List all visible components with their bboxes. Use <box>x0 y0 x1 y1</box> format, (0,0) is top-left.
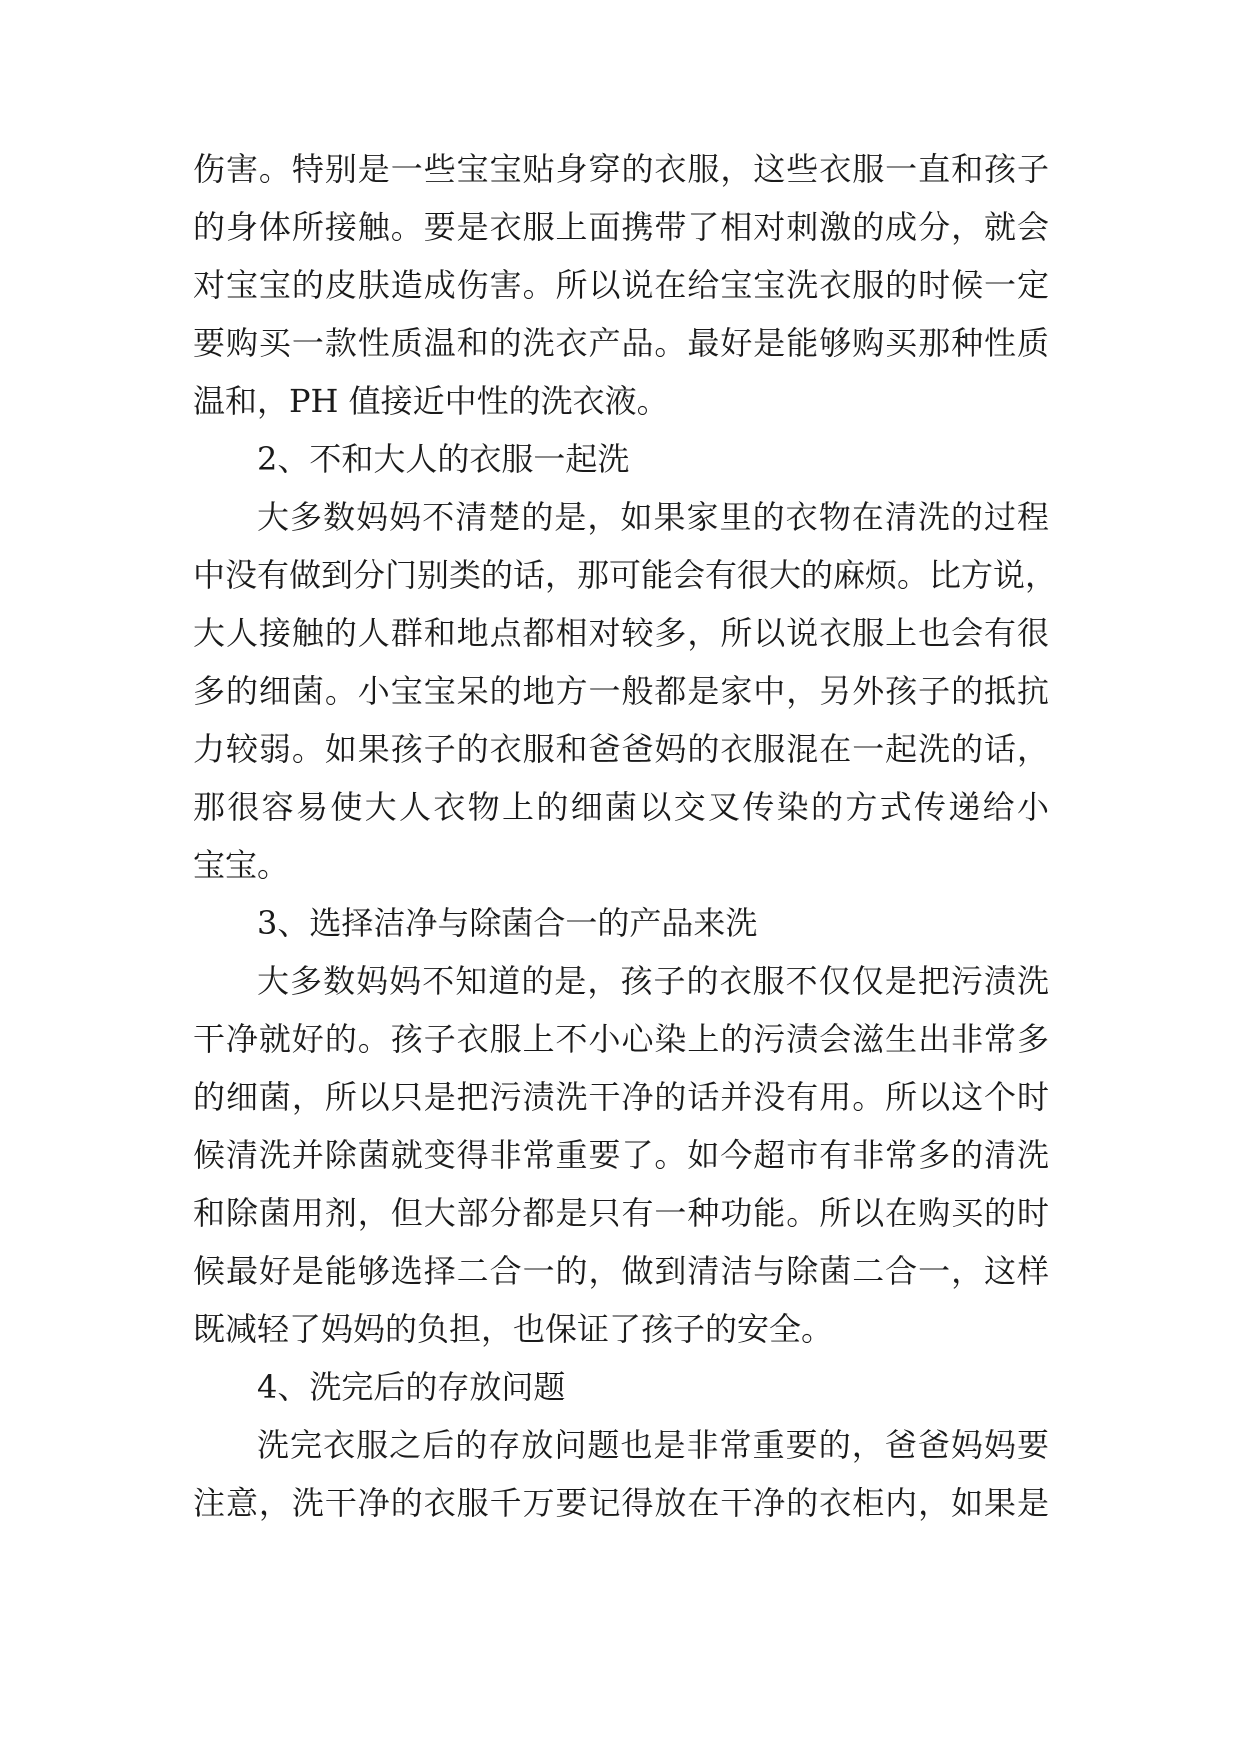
text-line: 大多数妈妈不知道的是，孩子的衣服不仅仅是把污渍洗 <box>257 962 1049 1000</box>
text-line: 和除菌用剂，但大部分都是只有一种功能。所以在购买的时 <box>193 1194 1049 1232</box>
text-line: 大人接触的人群和地点都相对较多，所以说衣服上也会有很 <box>193 614 1049 652</box>
text-line: 多的细菌。小宝宝呆的地方一般都是家中，另外孩子的抵抗 <box>193 672 1049 710</box>
text-line: 宝宝。 <box>193 846 290 884</box>
text-line: 的身体所接触。要是衣服上面携带了相对刺激的成分，就会 <box>193 208 1049 246</box>
text-line: 大多数妈妈不清楚的是，如果家里的衣物在清洗的过程 <box>257 498 1049 536</box>
text-line: 候清洗并除菌就变得非常重要了。如今超市有非常多的清洗 <box>193 1136 1049 1174</box>
text-line: 干净就好的。孩子衣服上不小心染上的污渍会滋生出非常多 <box>193 1020 1049 1058</box>
text-line: 注意，洗干净的衣服千万要记得放在干净的衣柜内，如果是 <box>193 1484 1049 1522</box>
text-line: 的细菌，所以只是把污渍洗干净的话并没有用。所以这个时 <box>193 1078 1049 1116</box>
text-line: 中没有做到分门别类的话，那可能会有很大的麻烦。比方说， <box>193 556 1058 594</box>
text-line: 要购买一款性质温和的洗衣产品。最好是能够购买那种性质 <box>193 324 1049 362</box>
text-line: 洗完衣服之后的存放问题也是非常重要的，爸爸妈妈要 <box>257 1426 1049 1464</box>
section-heading-2: 2、不和大人的衣服一起洗 <box>257 440 630 478</box>
text-line: 那很容易使大人衣物上的细菌以交叉传染的方式传递给小 <box>193 788 1049 826</box>
section-heading-4: 4、洗完后的存放问题 <box>257 1368 566 1406</box>
text-line: 对宝宝的皮肤造成伤害。所以说在给宝宝洗衣服的时候一定 <box>193 266 1049 304</box>
text-line: 既减轻了妈妈的负担，也保证了孩子的安全。 <box>193 1310 834 1348</box>
text-line: 力较弱。如果孩子的衣服和爸爸妈的衣服混在一起洗的话， <box>193 730 1049 768</box>
section-heading-3: 3、选择洁净与除菌合一的产品来洗 <box>257 904 758 942</box>
body-text <box>193 140 1058 1532</box>
text-line: 伤害。特别是一些宝宝贴身穿的衣服，这些衣服一直和孩子 <box>193 150 1049 188</box>
text-line: 温和，PH 值接近中性的洗衣液。 <box>193 382 669 420</box>
text-line: 候最好是能够选择二合一的，做到清洁与除菌二合一，这样 <box>193 1252 1049 1290</box>
